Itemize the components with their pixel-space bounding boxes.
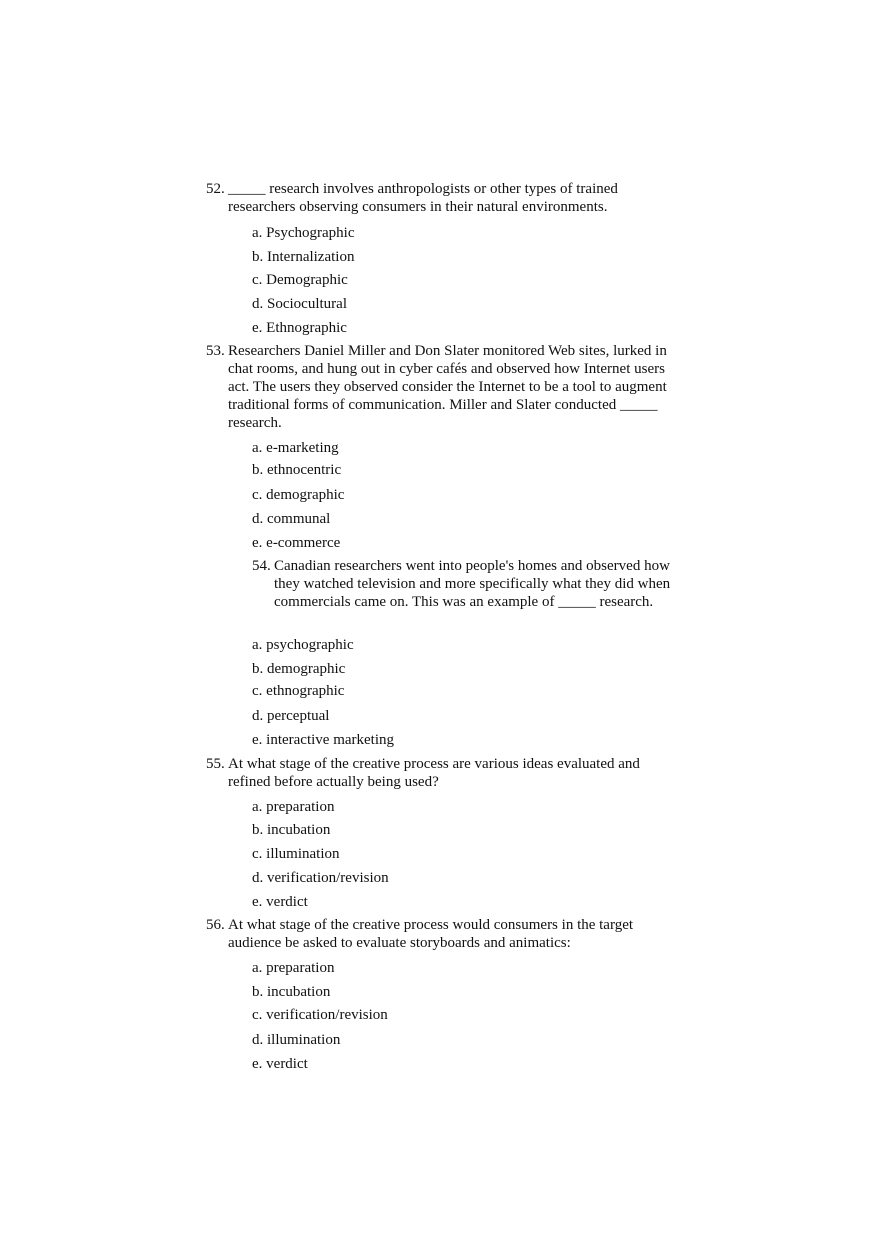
question-stem: Researchers Daniel Miller and Don Slater monitored Web sites, lurked in chat rooms, and hung out in cyber cafés and observed how Internet users act. The users they observed consider the Internet to be a tool to augment traditional forms of communication. Miller and Slater conducted _____ research. [228, 343, 667, 431]
option-a: a. Psychographic [252, 225, 355, 241]
option-a: a. preparation [252, 799, 335, 815]
option-a: a. psychographic [252, 637, 354, 653]
question-54 [252, 557, 682, 611]
option-b: b. incubation [252, 984, 331, 1000]
question-number: 55. [206, 756, 225, 772]
option-a: a. preparation [252, 960, 335, 976]
question-52 [206, 180, 676, 216]
option-d: d. communal [252, 511, 331, 527]
option-d: d. perceptual [252, 708, 330, 724]
option-d: d. verification/revision [252, 870, 389, 886]
question-55 [206, 755, 676, 791]
option-e: e. Ethnographic [252, 320, 347, 336]
option-e: e. interactive marketing [252, 732, 395, 748]
option-e: e. e-commerce [252, 535, 341, 551]
option-e: e. verdict [252, 894, 308, 910]
question-stem: At what stage of the creative process would consumers in the target audience be asked to evaluate storyboards and animatics: [228, 917, 634, 951]
question-stem: Canadian researchers went into people's homes and observed how they watched television and more specifically what they did when commercials came on. This was an example of _____ research. [274, 558, 671, 610]
question-stem: _____ research involves anthropologists or other types of trained researchers observing consumers in their natural environments. [228, 181, 618, 215]
question-number: 56. [206, 917, 225, 933]
option-b: b. demographic [252, 661, 346, 677]
question-number: 54. [252, 558, 271, 574]
option-c: c. Demographic [252, 272, 348, 288]
option-c: c. verification/revision [252, 1007, 388, 1023]
question-number: 52. [206, 181, 225, 197]
option-c: c. demographic [252, 487, 345, 503]
option-b: b. incubation [252, 822, 331, 838]
option-b: b. ethnocentric [252, 462, 342, 478]
option-d: d. illumination [252, 1032, 341, 1048]
question-53 [206, 342, 676, 432]
question-56 [206, 916, 676, 952]
option-b: b. Internalization [252, 249, 355, 265]
option-a: a. e-marketing [252, 440, 339, 456]
question-stem: At what stage of the creative process are various ideas evaluated and refined before actually being used? [228, 756, 640, 790]
option-c: c. illumination [252, 846, 340, 862]
question-number: 53. [206, 343, 225, 359]
option-e: e. verdict [252, 1056, 308, 1072]
option-c: c. ethnographic [252, 683, 345, 699]
option-d: d. Sociocultural [252, 296, 347, 312]
